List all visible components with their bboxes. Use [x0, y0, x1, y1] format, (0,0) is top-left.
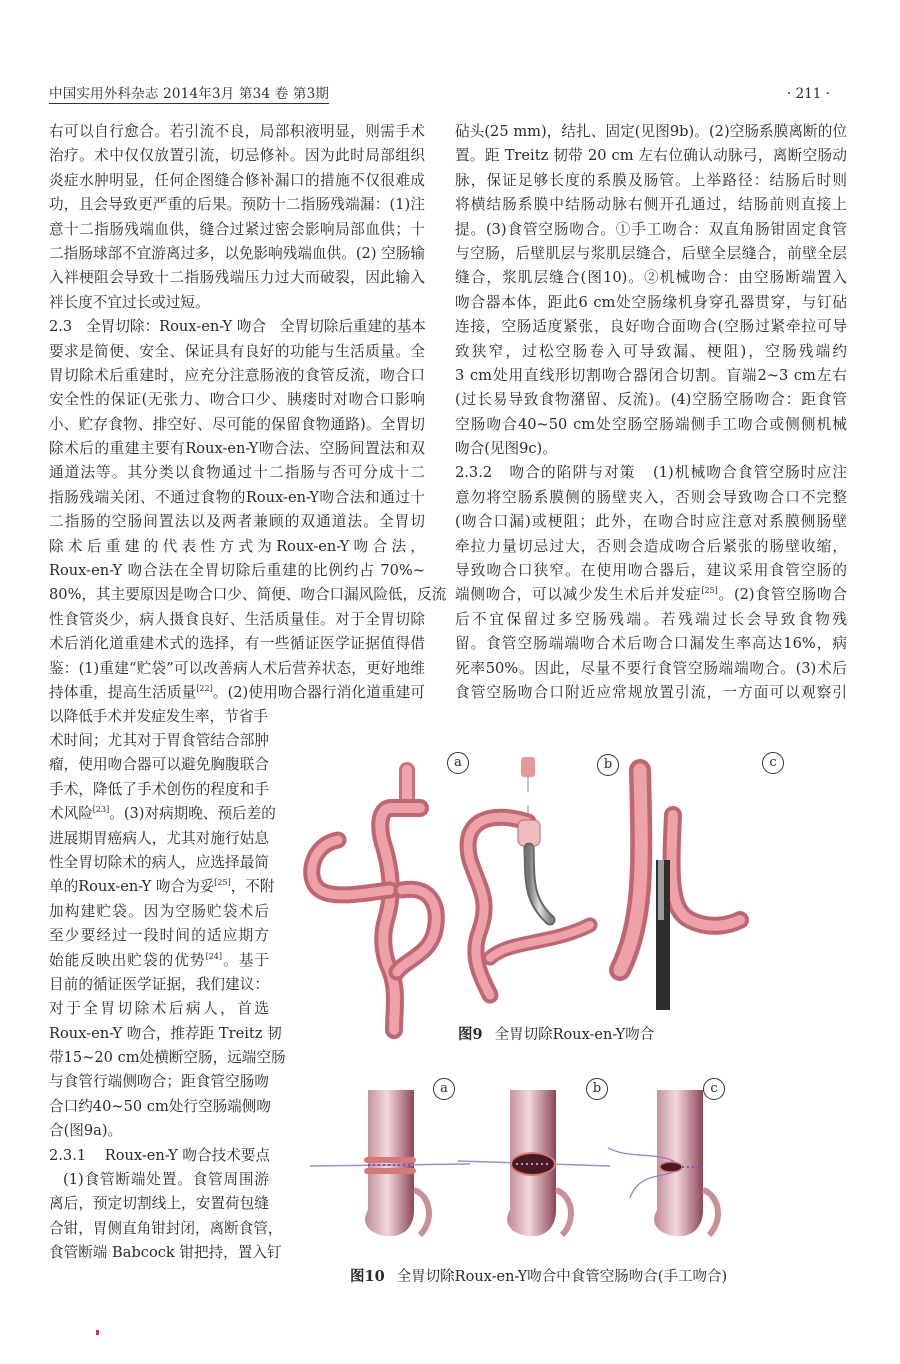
- text-run: 端侧吻合，可以减少发生术后并发症: [455, 586, 702, 604]
- text-line: 术后消化道重建术式的选择，有一些循证医学证据值得借: [49, 635, 425, 653]
- text-line: 进展期胃癌病人，尤其对施行姑息: [49, 829, 269, 847]
- text-line: 二指肠球部不宜游离过多，以免影响残端血供。(2) 空肠输: [49, 244, 425, 262]
- text-line: 胃切除术后重建时，应充分注意肠液的食管反流，吻合口: [49, 366, 425, 384]
- figure-10-panel-label-b: b: [586, 1078, 608, 1100]
- text-line: (1)食管断端处置。食管周围游: [63, 1171, 269, 1189]
- text-line: 加构建贮袋。因为空肠贮袋术后: [49, 902, 269, 920]
- text-line: 二指肠的空肠间置法以及两者兼顾的双通道法。全胃切: [49, 513, 425, 531]
- left-column-narrow: [49, 729, 286, 1266]
- citation: [25]: [701, 586, 718, 596]
- text-line: 术时间；尤其对于胃食管结合部肿: [49, 732, 269, 749]
- text-line: 合口约40~50 cm处行空肠端侧吻: [49, 1097, 271, 1115]
- text-line: 与食管行端侧吻合；距食管空肠吻: [49, 1073, 269, 1091]
- text-run: 持体重，提高生活质量: [49, 683, 197, 701]
- text-line: 意勿将空肠系膜侧的肠壁夹入，否则会导致吻合口不完整: [455, 488, 847, 506]
- citation: [23]: [92, 805, 110, 815]
- figure-10a-esophagus: [310, 1090, 470, 1236]
- section-number: 2.3.1: [49, 1146, 87, 1164]
- text-line: 瘤，使用吻合器可以避免胸腹联合: [49, 756, 269, 774]
- text-line: 安全性的保证(无张力、吻合口少、胰瘘时对吻合口影响: [49, 391, 425, 409]
- text-line: (过长易导致食物潴留、反流)。(4)空肠空肠吻合：距食管: [455, 391, 847, 409]
- text-line: 留。食管空肠端端吻合术后吻合口漏发生率高达16%，病: [455, 635, 847, 653]
- text-line: 吻合器本体，距此6 cm处空肠缘机身穿孔器贯穿，与钉砧: [455, 293, 847, 311]
- citation: [25]: [214, 878, 231, 888]
- text-run: 全胃切除后重建的基本: [279, 318, 426, 336]
- text-line: 以降低手术并发症发生率，节省手: [49, 708, 268, 726]
- text-run: 。基于: [222, 951, 269, 969]
- print-speck: [96, 1330, 99, 1335]
- text-line: [49, 949, 269, 973]
- section-title: 全胃切除：Roux-en-Y 吻合: [86, 318, 267, 336]
- journal-header: 中国实用外科杂志 2014年3月 第34 卷 第3期: [49, 86, 330, 102]
- figure-9-panel-label-c: c: [762, 752, 784, 774]
- text-line: [49, 875, 275, 899]
- text-line: 鉴：(1)重建“贮袋”可以改善病人术后营养状态，更好地维: [49, 659, 425, 677]
- text-run: 术风险: [49, 805, 93, 823]
- text-line: 要求是简便、安全、保证具有良好的功能与生活质量。全: [49, 342, 425, 360]
- text-line: 合钳，胃侧直角钳封闭，离断食管，: [49, 1219, 283, 1237]
- text-line: 右可以自行愈合。若引流不良，局部积液明显，则需手术: [49, 123, 425, 140]
- text-line: 手术，降低了手术创伤的程度和手: [49, 780, 269, 798]
- text-line: Roux-en-Y 吻合，推荐距 Treitz 韧: [49, 1024, 282, 1042]
- text-line: 置。距 Treitz 韧带 20 cm 左右位确认动脉弓，离断空肠动: [455, 147, 847, 165]
- text-run: 单的Roux-en-Y 吻合为妥: [49, 878, 215, 896]
- text-line: 牵拉力量切忌过大，否则会造成吻合后紧张的肠壁收缩，: [455, 537, 847, 555]
- text-line: 导致吻合口狭窄。在使用吻合器后，建议采用食管空肠的: [455, 562, 847, 580]
- text-line: 提。(3)食管空肠吻合。①手工吻合：双直角肠钳固定食管: [455, 220, 847, 238]
- text-line: 离后，预定切割线上，安置荷包缝: [49, 1195, 269, 1213]
- citation: [22]: [196, 683, 213, 693]
- text-run: 。(2)使用吻合器行消化道重建可: [212, 683, 425, 701]
- text-run: (1)机械吻合食管空肠时应注: [653, 464, 847, 482]
- section-heading-2-3: [49, 315, 425, 339]
- section-number: 2.3.2: [455, 464, 493, 482]
- text-line: 性食管炎少，病人摄食良好、生活质量佳。对于全胃切除: [49, 610, 425, 628]
- figure-10-caption: [350, 1265, 727, 1286]
- text-line: 目前的循证医学证据，我们建议：: [49, 975, 269, 993]
- text-line: 食管空肠吻合口附近应常规放置引流，一方面可以观察引: [455, 683, 847, 701]
- figure-9-caption: [458, 1023, 654, 1044]
- text-line: 3 cm处用直线形切割吻合器闭合切割。盲端2~3 cm左右: [455, 366, 847, 384]
- text-run: ，不附: [230, 878, 275, 896]
- figure-9b-bowel: [468, 757, 590, 995]
- figure-9-panel-label-a: a: [447, 752, 469, 774]
- figure-9a-bowel: [312, 770, 437, 1030]
- figure-10c-esophagus: [608, 1090, 718, 1236]
- text-line: 性全胃切除术的病人，应选择最简: [49, 853, 269, 871]
- text-line: 小、贮存食物、排空好、尽可能的保留食物通路)。全胃切: [49, 415, 425, 433]
- figure-10b-esophagus: [458, 1090, 610, 1236]
- text-line: 将横结肠系膜中结肠动脉右侧开孔通过，结肠前则直接上: [455, 196, 847, 214]
- text-line: 通道法等。其分类以食物通过十二指肠与否可分成十二: [49, 464, 425, 482]
- text-line: 食管断端 Babcock 钳把持，置入钉: [49, 1244, 282, 1262]
- figure-9c-bowel: [620, 770, 740, 1010]
- caption-text: 全胃切除Roux-en-Y吻合中食管空肠吻合(手工吻合): [396, 1269, 728, 1285]
- right-column: [455, 120, 847, 705]
- text-line: 后不宜保留过多空肠残端。若残端过长会导致食物残: [455, 610, 847, 628]
- figure-number: 图10: [350, 1268, 385, 1285]
- text-line: 除术后重建的代表性方式为Roux-en-Y吻合法，: [49, 537, 425, 555]
- text-line: 炎症水肿明显，任何企图缝合修补漏口的措施不仅很难成: [49, 171, 425, 189]
- caption-text: 全胃切除Roux-en-Y吻合: [494, 1027, 655, 1043]
- citation: [24]: [205, 951, 222, 961]
- figure-9-illustration: [290, 740, 900, 1040]
- text-line: 除术后的重建主要有Roux-en-Y吻合法、空肠间置法和双: [49, 440, 425, 458]
- text-line: (吻合口漏)或梗阻；此外，在吻合时应注意对系膜侧肠壁: [455, 513, 847, 531]
- text-run: 。(3)对病期晚、预后差的: [109, 805, 276, 823]
- page-number: · 211 ·: [787, 86, 830, 102]
- text-line: 吻合(见图9c)。: [455, 440, 557, 458]
- text-line: 功，且会导致更严重的后果。预防十二指肠残端漏：(1)注: [49, 196, 425, 214]
- figure-9-panel-label-b: b: [597, 754, 619, 776]
- text-run: 。(2)食管空肠吻合: [717, 586, 847, 604]
- text-line: 袢长度不宜过长或过短。: [49, 293, 210, 311]
- figure-10-panel-label-c: c: [703, 1078, 725, 1100]
- text-line: 指肠残端关闭、不通过食物的Roux-en-Y吻合法和通过十: [49, 488, 425, 506]
- text-line: 对于全胃切除术后病人，首选: [49, 1000, 269, 1018]
- text-line: Roux-en-Y 吻合法在全胃切除后重建的比例约占 70%~: [49, 562, 425, 580]
- section-title: 吻合的陷阱与对策: [509, 464, 636, 482]
- section-title: Roux-en-Y 吻合技术要点: [104, 1146, 270, 1164]
- text-line: 砧头(25 mm)，结扎、固定(见图9b)。(2)空肠系膜离断的位: [455, 123, 847, 140]
- text-line: [49, 802, 276, 826]
- text-line: 带15~20 cm处横断空肠，远端空肠: [49, 1049, 286, 1067]
- text-line: 入袢梗阻会导致十二指肠残端压力过大而破裂，因此输入: [49, 269, 425, 287]
- section-number: 2.3: [49, 318, 73, 336]
- figure-10-panel-label-a: a: [433, 1078, 455, 1100]
- text-line: 缝合，浆肌层缝合(图10)。②机械吻合：由空肠断端置入: [455, 269, 847, 287]
- text-line: 治疗。术中仅仅放置引流，切忌修补。因为此时局部组织: [49, 147, 425, 165]
- figure-number: 图9: [458, 1026, 483, 1043]
- text-line: 脉，保证足够长度的系膜及肠管。上举路径：结肠后时则: [455, 171, 847, 189]
- text-line: 与空肠，后壁肌层与浆肌层缝合，后壁全层缝合，前壁全层: [455, 244, 847, 262]
- left-column: [49, 120, 447, 730]
- text-line: 致狭窄，过松空肠卷入可导致漏、梗阻)，空肠残端约: [455, 342, 847, 360]
- text-line: 至少要经过一段时间的适应期方: [49, 927, 269, 945]
- text-line: [455, 583, 847, 607]
- text-run: 始能反映出贮袋的优势: [49, 951, 206, 969]
- text-line: 连接，空肠适度紧张，良好吻合面吻合(空肠过紧牵拉可导: [455, 318, 847, 336]
- text-line: 合(图9a)。: [49, 1122, 123, 1140]
- section-heading-2-3-2: [455, 461, 847, 485]
- text-line: 意十二指肠残端血供，缝合过紧过密会影响局部血供；十: [49, 220, 425, 238]
- text-line: 80%，其主要原因是吻合口少、简便、吻合口漏风险低，反流: [49, 586, 447, 604]
- figure-9: [290, 740, 900, 1060]
- text-line: 空肠吻合40~50 cm处空肠空肠端侧手工吻合或侧侧机械: [455, 415, 847, 433]
- text-line: 死率50%。因此，尽量不要行食管空肠端端吻合。(3)术后: [455, 659, 847, 677]
- text-line: [49, 681, 425, 705]
- section-heading-2-3-1: [49, 1144, 269, 1168]
- figure-10: [290, 1070, 900, 1290]
